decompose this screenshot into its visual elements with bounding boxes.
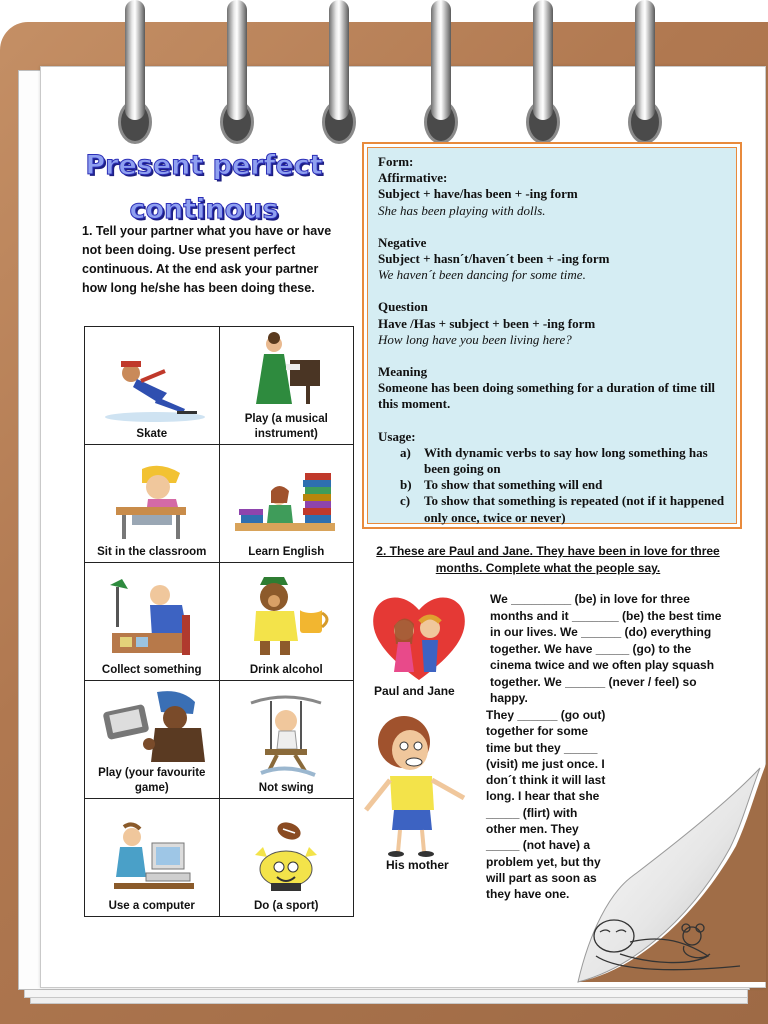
activity-cell	[219, 563, 354, 681]
activity-cell	[219, 327, 354, 445]
usage-text: To show that something is repeated (not if it happened only once, twice or never)	[424, 493, 725, 525]
grammar-form-box	[362, 142, 742, 529]
activity-label: Do (a sport)	[253, 900, 319, 912]
mother-icon	[360, 706, 472, 858]
usage-item	[378, 493, 726, 525]
affirmative-label: Affirmative:	[378, 170, 448, 186]
paul-and-jane-text: We _________ (be) in love for three months and it _______ (be) the best time in our lives. We ______ (do) everything together. We have _____ (go) to the cinema twice and we often play squash together. We ______ (never / feel) so happy.	[490, 592, 722, 705]
activity-cell	[219, 445, 354, 563]
page-title	[84, 144, 324, 232]
exercise-1-instruction: 1. Tell your partner what you have or have not been doing. Use present perfect continuous. At the end ask your partner how long he/she has been doing these.	[82, 224, 332, 295]
activity-label: Skate	[136, 428, 168, 440]
spiral-ring-icon	[220, 0, 254, 146]
spiral-ring-icon	[424, 0, 458, 146]
usage-marker: a)	[400, 444, 411, 460]
activities-table	[84, 326, 354, 917]
question-label: Question	[378, 299, 428, 315]
negative-example: We haven´t been dancing for some time.	[378, 267, 586, 283]
activity-label: Use a computer	[108, 900, 195, 912]
page-curl-decoration	[560, 760, 768, 986]
activity-cell	[85, 445, 220, 563]
activity-label: Play (a musical instrument)	[244, 413, 328, 440]
couple-heart-icon	[370, 588, 468, 684]
usage-list	[378, 445, 726, 526]
activity-label: Sit in the classroom	[97, 546, 207, 558]
question-rule: Have /Has + subject + been + -ing form	[378, 315, 596, 331]
skater-icon	[97, 353, 207, 425]
exercise-2-instruction: 2. These are Paul and Jane. They have been in love for three months. Complete what the people say.	[376, 544, 720, 575]
negative-rule: Subject + hasn´t/haven´t been + -ing form	[378, 251, 610, 267]
football-icon	[241, 819, 331, 897]
meaning-text: Someone has been doing something for a duration of time till this moment.	[378, 380, 716, 412]
activity-label: Drink alcohol	[249, 664, 323, 676]
activity-cell	[85, 681, 220, 799]
usage-item	[378, 445, 726, 477]
activity-label: Collect something	[101, 664, 202, 676]
activity-cell	[85, 799, 220, 917]
usage-text: With dynamic verbs to say how long something has been going on	[424, 444, 708, 477]
usage-text: To show that something will end	[424, 477, 603, 493]
books-student-icon	[231, 465, 341, 543]
swing-icon	[241, 693, 331, 779]
activity-label: Not swing	[258, 782, 314, 794]
spiral-ring-icon	[526, 0, 560, 146]
usage-marker: b)	[400, 477, 412, 493]
gamer-icon	[97, 688, 207, 764]
affirmative-example: She has been playing with dolls.	[378, 202, 546, 218]
mother-text: They ______ (go out) together for some time but they _____ (visit) me just once. I don´t think it will last long. I hear that she _____ (flirt) with other men. They _____ (not have) a problem yet, but thy will part as soon as they have one.	[486, 708, 606, 902]
spiral-ring-icon	[322, 0, 356, 146]
meaning-label: Meaning	[378, 364, 428, 380]
activity-cell	[219, 799, 354, 917]
paul-and-jane-caption: Paul and Jane	[374, 684, 455, 698]
usage-label: Usage:	[378, 428, 416, 444]
computer-user-icon	[102, 821, 202, 897]
activity-cell	[85, 563, 220, 681]
piano-player-icon	[246, 330, 326, 410]
affirmative-rule: Subject + have/has been + -ing form	[378, 186, 578, 202]
activity-cell	[219, 681, 354, 799]
usage-item	[378, 477, 726, 493]
usage-marker: c)	[400, 493, 411, 509]
question-example: How long have you been living here?	[378, 331, 572, 347]
his-mother-caption: His mother	[386, 858, 449, 872]
bear-beer-icon	[238, 571, 334, 661]
title-line-2: continous	[129, 194, 279, 225]
collector-icon	[102, 575, 202, 661]
title-line-1: Present perfect	[85, 150, 323, 181]
student-desk-icon	[102, 463, 202, 543]
form-label: Form:	[378, 154, 414, 169]
spiral-ring-icon	[628, 0, 662, 146]
activity-label: Learn English	[248, 546, 325, 558]
negative-label: Negative	[378, 234, 427, 250]
spiral-ring-icon	[118, 0, 152, 146]
activity-label: Play (your favourite game)	[98, 767, 206, 794]
activity-cell	[85, 327, 220, 445]
